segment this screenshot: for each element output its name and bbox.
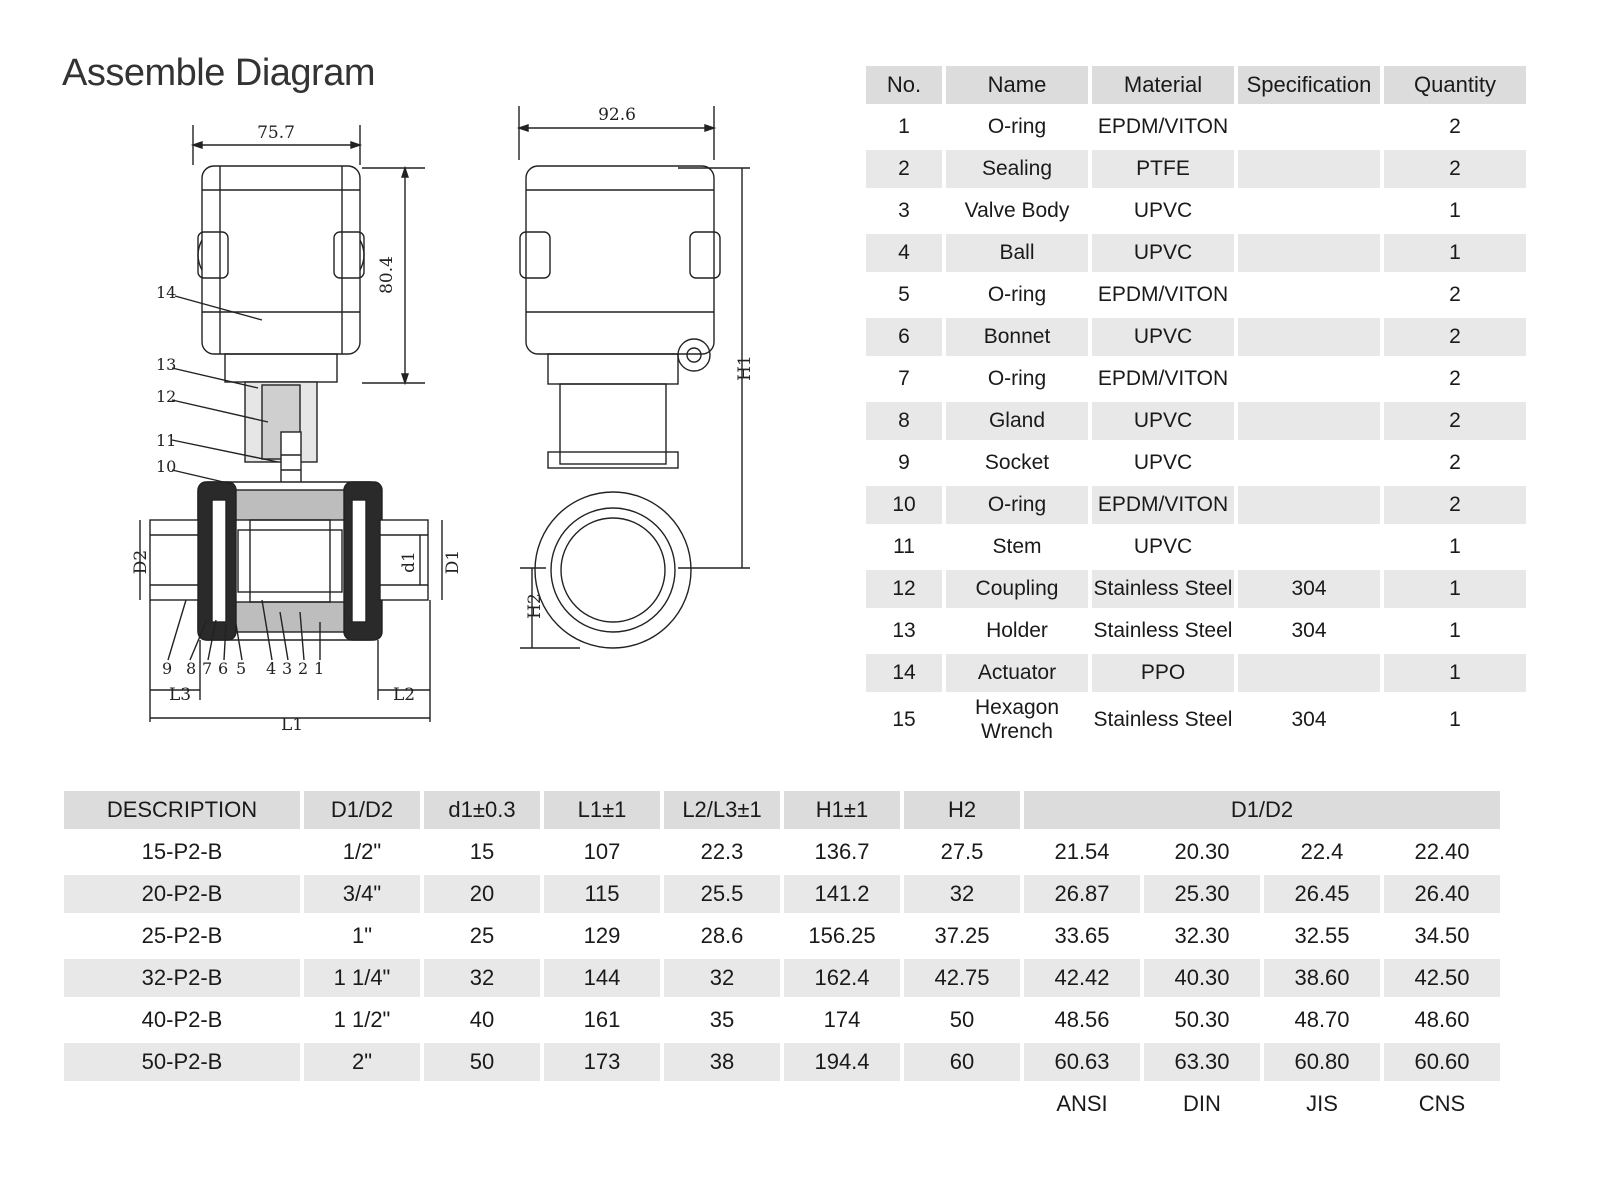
parts-cell-quantity: 1 — [1449, 708, 1461, 731]
parts-header-specification: Specification — [1238, 66, 1380, 104]
parts-cell-name: Sealing — [946, 150, 1088, 188]
dims-cell: 50 — [424, 1043, 540, 1081]
dims-cell: 22.4 — [1300, 839, 1344, 864]
parts-cell-specification — [1238, 192, 1380, 230]
parts-cell-specification — [1238, 654, 1380, 692]
dims-cell: 38.60 — [1264, 959, 1380, 997]
parts-cell-no: 11 — [893, 535, 915, 558]
dims-cell: 129 — [583, 923, 621, 948]
parts-cell-specification — [1238, 150, 1380, 188]
dims-cell: 144 — [544, 959, 660, 997]
parts-row — [866, 192, 1526, 230]
parts-cell-material: UPVC — [1133, 535, 1193, 558]
dims-cell: 42.75 — [904, 959, 1020, 997]
dims-body — [64, 833, 1500, 1123]
dims-cell: 42.42 — [1024, 959, 1140, 997]
dims-cell: 115 — [544, 875, 660, 913]
parts-cell-quantity: 2 — [1384, 150, 1526, 188]
label-L3: L3 — [168, 685, 192, 705]
parts-cell-name: Ball — [946, 234, 1088, 272]
parts-row — [866, 486, 1526, 524]
callout-12: 12 — [156, 387, 177, 406]
parts-cell-specification — [1238, 276, 1380, 314]
dims-cell: 60 — [904, 1043, 1020, 1081]
parts-row — [866, 276, 1526, 314]
parts-table — [862, 62, 1530, 748]
parts-cell-specification — [1238, 318, 1380, 356]
parts-cell-quantity: 2 — [1384, 318, 1526, 356]
dims-cell: 15-P2-B — [141, 839, 223, 864]
parts-row — [866, 318, 1526, 356]
parts-cell-name: O-ring — [946, 486, 1088, 524]
dim-actuator-height: 80.4 — [377, 256, 397, 294]
parts-row — [866, 528, 1526, 566]
dims-cell: 20 — [424, 875, 540, 913]
dims-cell: 50.30 — [1174, 1007, 1230, 1032]
callout-9: 9 — [162, 659, 173, 678]
dims-cell: 162.4 — [784, 959, 900, 997]
dims-cell: 50 — [949, 1007, 975, 1032]
label-D1: D1 — [443, 549, 463, 575]
dims-cell: 34.50 — [1414, 923, 1470, 948]
label-L1: L1 — [280, 715, 304, 735]
dims-header-d1d2-inch: D1/D2 — [304, 791, 420, 829]
dims-cell: 63.30 — [1144, 1043, 1260, 1081]
parts-cell-name: Hexagon Wrench — [974, 696, 1060, 743]
valve-drawing — [0, 0, 830, 760]
dims-standards-row — [64, 1085, 1500, 1123]
parts-cell-specification — [1238, 108, 1380, 146]
parts-cell-material: PPO — [1092, 654, 1234, 692]
parts-cell-name: Holder — [986, 619, 1048, 642]
dims-cell: 20-P2-B — [64, 875, 300, 913]
dim-width-left: 75.7 — [257, 123, 295, 143]
parts-cell-material: EPDM/VITON — [1097, 367, 1229, 390]
dims-standards-spacer — [64, 1085, 1020, 1123]
parts-cell-specification — [1238, 234, 1380, 272]
parts-cell-no: 14 — [866, 654, 942, 692]
parts-body — [866, 108, 1526, 744]
dims-header-h1: H1±1 — [784, 791, 900, 829]
dims-cell: 50-P2-B — [64, 1043, 300, 1081]
parts-row — [866, 570, 1526, 608]
parts-cell-no: 5 — [898, 283, 910, 306]
dims-cell: 32.30 — [1174, 923, 1230, 948]
dims-cell: 28.6 — [700, 923, 744, 948]
dims-row — [64, 959, 1500, 997]
parts-header-no: No. — [866, 66, 942, 104]
parts-cell-specification: 304 — [1238, 570, 1380, 608]
parts-row — [866, 654, 1526, 692]
parts-cell-no: 1 — [898, 115, 910, 138]
dims-cell: 21.54 — [1054, 839, 1110, 864]
parts-cell-specification — [1238, 528, 1380, 566]
parts-cell-no: 4 — [866, 234, 942, 272]
parts-cell-quantity: 1 — [1449, 199, 1461, 222]
parts-cell-name: Valve Body — [964, 199, 1070, 222]
dims-standard-label: CNS — [1418, 1091, 1466, 1116]
label-L2: L2 — [392, 685, 416, 705]
callout-6: 6 — [218, 659, 229, 678]
parts-cell-quantity: 1 — [1384, 570, 1526, 608]
dims-cell: 60.60 — [1384, 1043, 1500, 1081]
parts-cell-no: 9 — [898, 451, 910, 474]
parts-row — [866, 108, 1526, 146]
dims-row — [64, 833, 1500, 871]
callout-8: 8 — [186, 659, 197, 678]
parts-cell-name: Socket — [984, 451, 1050, 474]
dims-cell: 136.7 — [814, 839, 870, 864]
callout-10: 10 — [156, 457, 177, 476]
parts-cell-material: EPDM/VITON — [1097, 115, 1229, 138]
dims-cell: 26.40 — [1384, 875, 1500, 913]
parts-cell-no: 3 — [898, 199, 910, 222]
parts-header-name: Name — [946, 66, 1088, 104]
parts-cell-quantity: 1 — [1384, 234, 1526, 272]
parts-cell-name: Gland — [946, 402, 1088, 440]
callout-11: 11 — [156, 431, 177, 450]
parts-cell-name: O-ring — [987, 367, 1047, 390]
dims-header-d1d2-standards: D1/D2 — [1024, 791, 1500, 829]
label-d1: d1 — [399, 551, 419, 573]
callout-14: 14 — [156, 283, 177, 302]
parts-cell-specification: 304 — [1291, 708, 1327, 731]
dims-cell: 1/2" — [342, 839, 382, 864]
dims-cell: 32-P2-B — [64, 959, 300, 997]
callout-4: 4 — [266, 659, 277, 678]
parts-cell-quantity: 2 — [1384, 402, 1526, 440]
dims-cell: 161 — [583, 1007, 621, 1032]
dims-header-l1: L1±1 — [544, 791, 660, 829]
callout-3: 3 — [282, 659, 293, 678]
parts-cell-material: PTFE — [1092, 150, 1234, 188]
parts-cell-no: 6 — [866, 318, 942, 356]
dims-row — [64, 875, 1500, 913]
dims-cell: 32 — [664, 959, 780, 997]
parts-cell-material: UPVC — [1092, 318, 1234, 356]
parts-cell-specification — [1238, 444, 1380, 482]
parts-cell-no: 13 — [892, 619, 916, 642]
parts-cell-quantity: 2 — [1449, 115, 1461, 138]
dims-standard-label: DIN — [1183, 1091, 1221, 1116]
parts-cell-quantity: 2 — [1449, 283, 1461, 306]
parts-cell-specification — [1238, 402, 1380, 440]
dims-standard-label: JIS — [1306, 1091, 1338, 1116]
dims-cell: 25-P2-B — [141, 923, 223, 948]
dims-cell: 194.4 — [784, 1043, 900, 1081]
parts-header-row — [866, 66, 1526, 104]
label-H2: H2 — [525, 593, 545, 619]
dims-cell: 2" — [304, 1043, 420, 1081]
dims-cell: 141.2 — [784, 875, 900, 913]
parts-row — [866, 360, 1526, 398]
dims-cell: 3/4" — [304, 875, 420, 913]
callout-5: 5 — [236, 659, 247, 678]
dims-cell: 25.30 — [1144, 875, 1260, 913]
parts-cell-no: 2 — [866, 150, 942, 188]
callout-1: 1 — [314, 659, 325, 678]
parts-cell-no: 10 — [866, 486, 942, 524]
dims-cell: 38 — [664, 1043, 780, 1081]
dims-cell: 22.3 — [700, 839, 744, 864]
dims-cell: 42.50 — [1384, 959, 1500, 997]
parts-row — [866, 150, 1526, 188]
dims-cell: 60.80 — [1264, 1043, 1380, 1081]
dims-cell: 32 — [424, 959, 540, 997]
dims-cell: 32.55 — [1294, 923, 1350, 948]
dims-header-h2: H2 — [904, 791, 1020, 829]
dims-cell: 156.25 — [808, 923, 876, 948]
dims-cell: 60.63 — [1024, 1043, 1140, 1081]
dims-cell: 27.5 — [940, 839, 984, 864]
dims-cell: 48.70 — [1294, 1007, 1350, 1032]
parts-row — [866, 696, 1526, 744]
parts-cell-no: 15 — [892, 708, 916, 731]
parts-cell-material: EPDM/VITON — [1092, 486, 1234, 524]
dims-cell: 40.30 — [1144, 959, 1260, 997]
parts-cell-name: O-ring — [987, 283, 1047, 306]
dimensions-table — [60, 787, 1504, 1127]
parts-cell-material: Stainless Steel — [1093, 708, 1233, 731]
dims-header-description: DESCRIPTION — [64, 791, 300, 829]
callout-2: 2 — [298, 659, 309, 678]
parts-cell-material: UPVC — [1133, 451, 1193, 474]
dims-cell: 37.25 — [934, 923, 990, 948]
parts-cell-no: 7 — [898, 367, 910, 390]
dims-cell: 1 1/4" — [304, 959, 420, 997]
dims-cell: 33.65 — [1054, 923, 1110, 948]
dims-cell: 48.60 — [1414, 1007, 1470, 1032]
parts-row — [866, 402, 1526, 440]
parts-cell-quantity: 1 — [1384, 654, 1526, 692]
dims-cell: 174 — [823, 1007, 861, 1032]
parts-row — [866, 234, 1526, 272]
dims-cell: 173 — [544, 1043, 660, 1081]
parts-cell-name: Actuator — [946, 654, 1088, 692]
dims-cell: 26.87 — [1024, 875, 1140, 913]
dims-row — [64, 1043, 1500, 1081]
dims-cell: 1 1/2" — [333, 1007, 391, 1032]
parts-cell-material: UPVC — [1133, 199, 1193, 222]
dims-cell: 32 — [904, 875, 1020, 913]
dims-cell: 25 — [469, 923, 495, 948]
parts-header-quantity: Quantity — [1384, 66, 1526, 104]
parts-cell-no: 12 — [866, 570, 942, 608]
dims-standard-label: ANSI — [1056, 1091, 1108, 1116]
parts-cell-quantity: 2 — [1449, 367, 1461, 390]
dims-row — [64, 917, 1500, 955]
parts-cell-specification — [1238, 360, 1380, 398]
dims-cell: 20.30 — [1174, 839, 1230, 864]
parts-cell-material: Stainless Steel — [1093, 619, 1233, 642]
dims-cell: 40 — [469, 1007, 495, 1032]
callout-7: 7 — [202, 659, 213, 678]
dims-cell: 26.45 — [1264, 875, 1380, 913]
parts-cell-no: 8 — [866, 402, 942, 440]
dims-cell: 40-P2-B — [141, 1007, 223, 1032]
parts-cell-name: Bonnet — [946, 318, 1088, 356]
parts-cell-material: Stainless Steel — [1092, 570, 1234, 608]
parts-row — [866, 612, 1526, 650]
dims-cell: 1" — [351, 923, 373, 948]
page-title: Assemble Diagram — [62, 52, 375, 94]
dims-cell: 48.56 — [1054, 1007, 1110, 1032]
label-D2: D2 — [131, 549, 151, 575]
dim-width-right: 92.6 — [598, 105, 636, 125]
dims-cell: 107 — [583, 839, 621, 864]
parts-cell-quantity: 2 — [1384, 486, 1526, 524]
parts-cell-specification: 304 — [1291, 619, 1327, 642]
callout-13: 13 — [156, 355, 177, 374]
dims-header-row — [64, 791, 1500, 829]
dims-header-d1: d1±0.3 — [424, 791, 540, 829]
label-H1: H1 — [735, 355, 755, 381]
dims-cell: 22.40 — [1414, 839, 1470, 864]
parts-cell-quantity: 2 — [1449, 451, 1461, 474]
parts-header-material: Material — [1092, 66, 1234, 104]
dims-cell: 25.5 — [664, 875, 780, 913]
parts-row — [866, 444, 1526, 482]
parts-cell-name: O-ring — [987, 115, 1047, 138]
parts-cell-quantity: 1 — [1449, 535, 1461, 558]
parts-cell-name: Stem — [992, 535, 1042, 558]
parts-cell-quantity: 1 — [1449, 619, 1461, 642]
parts-cell-specification — [1238, 486, 1380, 524]
dims-cell: 15 — [469, 839, 495, 864]
dims-row — [64, 1001, 1500, 1039]
parts-cell-material: EPDM/VITON — [1097, 283, 1229, 306]
parts-cell-name: Coupling — [946, 570, 1088, 608]
parts-cell-material: UPVC — [1092, 402, 1234, 440]
dims-header-l2l3: L2/L3±1 — [664, 791, 780, 829]
dims-cell: 35 — [709, 1007, 735, 1032]
parts-cell-material: UPVC — [1092, 234, 1234, 272]
